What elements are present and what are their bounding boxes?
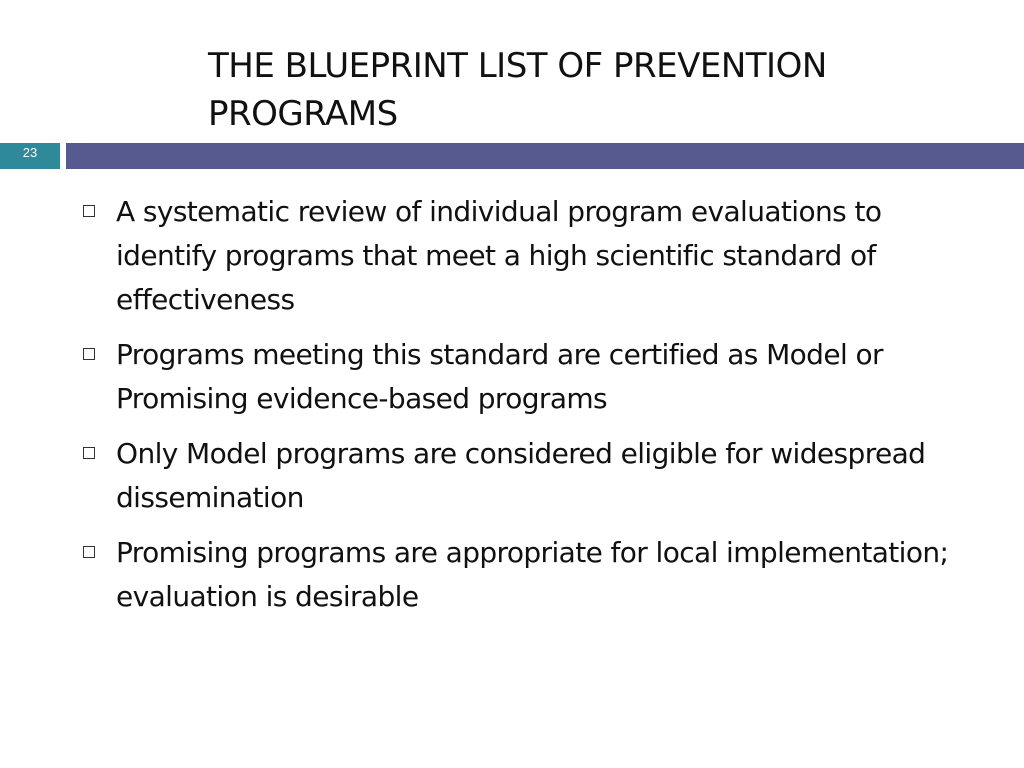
bullet-item — [80, 190, 960, 322]
bullet-text: Promising programs are appropriate for local implementation; evaluation is desirable — [116, 536, 949, 613]
bullet-item — [80, 531, 960, 619]
bullet-list — [80, 190, 960, 630]
header-band — [0, 143, 1024, 169]
bullet-text: Only Model programs are considered eligible for widespread dissemination — [116, 437, 926, 514]
square-bullet-icon — [83, 348, 95, 360]
square-bullet-icon — [83, 205, 95, 217]
square-bullet-icon — [83, 546, 95, 558]
bullet-text: A systematic review of individual program evaluations to identify programs that meet a high scientific standard of effectiveness — [116, 195, 882, 316]
bullet-item — [80, 432, 960, 520]
bullet-item — [80, 333, 960, 421]
slide-title: THE BLUEPRINT LIST OF PREVENTION PROGRAMS — [208, 46, 827, 134]
slide-number: 23 — [0, 143, 60, 169]
bullet-text: Programs meeting this standard are certified as Model or Promising evidence-based programs — [116, 338, 883, 415]
square-bullet-icon — [83, 447, 95, 459]
title-rule-bar — [66, 143, 1024, 169]
